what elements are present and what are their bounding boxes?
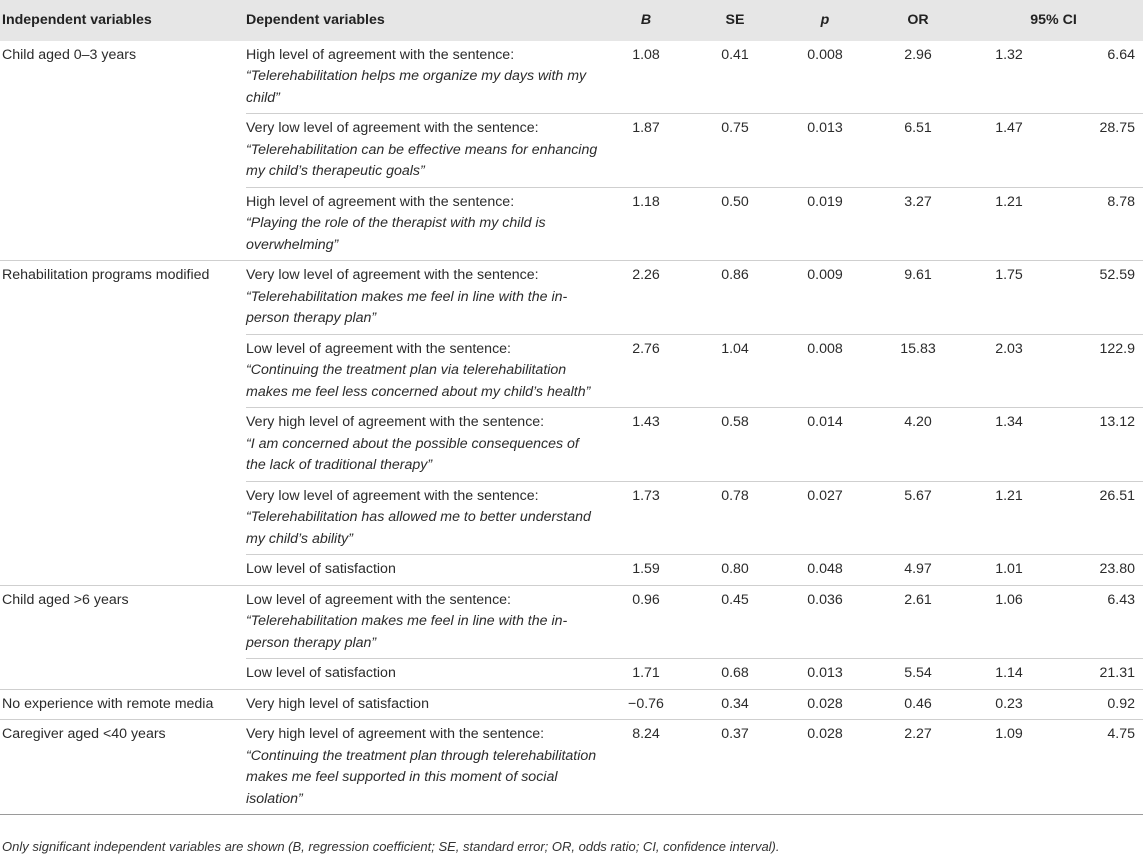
header-ci: 95% CI [1030, 12, 1077, 28]
cell-or: 9.61 [872, 261, 964, 335]
cell-se: 0.75 [692, 114, 778, 188]
dependent-label: High level of agreement with the sentence: [246, 193, 515, 210]
cell-independent-variable: No experience with remote media [0, 689, 246, 720]
dependent-quote: “Playing the role of the therapist with my child is overwhelming” [246, 215, 546, 253]
header-b: B [640, 12, 652, 28]
cell-se: 0.58 [692, 408, 778, 482]
table-row [0, 481, 1143, 555]
cell-se: 0.45 [692, 585, 778, 659]
cell-b: 8.24 [600, 720, 692, 815]
dependent-label: Low level of satisfaction [246, 561, 396, 577]
cell-dependent-variable [246, 659, 600, 690]
table-row [0, 555, 1143, 586]
dependent-quote: “Telerehabilitation makes me feel in line with the in-person therapy plan” [246, 613, 568, 651]
cell-se: 0.34 [692, 689, 778, 720]
cell-se: 0.41 [721, 46, 749, 63]
header-p: p [820, 12, 830, 28]
cell-b: 1.87 [600, 114, 692, 188]
cell-b: 1.59 [600, 555, 692, 586]
cell-ci-upper: 0.92 [1054, 689, 1143, 720]
cell-independent-variable [0, 408, 246, 482]
dependent-quote: “Telerehabilitation can be effective means for enhancing my child’s therapeutic goals” [246, 141, 598, 179]
cell-dependent-variable [246, 114, 600, 188]
cell-ci-upper: 122.9 [1054, 334, 1143, 408]
cell-independent-variable: Caregiver aged <40 years [0, 720, 246, 815]
cell-p: 0.008 [807, 46, 843, 63]
cell-b: 1.71 [600, 659, 692, 690]
dependent-label: Very high level of satisfaction [246, 695, 429, 712]
dependent-label: Very low level of agreement with the sentence: [246, 120, 539, 136]
cell-independent-variable: Rehabilitation programs modified [0, 261, 246, 335]
cell-b: 1.73 [600, 481, 692, 555]
cell-b: 1.43 [600, 408, 692, 482]
cell-ci-upper: 8.78 [1054, 187, 1143, 261]
table-row [0, 334, 1143, 408]
header-independent: Independent variables [2, 12, 152, 28]
cell-or: 0.46 [872, 689, 964, 720]
cell-dependent-variable [246, 187, 600, 261]
cell-dependent-variable [246, 689, 600, 720]
cell-ci-lower: 1.21 [964, 187, 1054, 261]
table-row [0, 41, 1143, 114]
dependent-quote: “I am concerned about the possible consequences of the lack of traditional therapy” [246, 435, 579, 473]
table-row [0, 187, 1143, 261]
cell-p: 0.014 [778, 408, 872, 482]
cell-or: 2.27 [872, 720, 964, 815]
cell-independent-variable [0, 555, 246, 586]
cell-p: 0.013 [778, 114, 872, 188]
cell-p: 0.013 [778, 659, 872, 690]
cell-dependent-variable [246, 720, 600, 815]
dependent-label: Very high level of agreement with the sentence: [246, 726, 545, 742]
cell-ci-upper: 6.43 [1054, 585, 1143, 659]
cell-ci-lower: 1.06 [964, 585, 1054, 659]
table-row [0, 114, 1143, 188]
cell-or: 15.83 [872, 334, 964, 408]
dependent-label: High level of agreement with the sentence: [246, 46, 515, 63]
cell-ci-upper: 21.31 [1054, 659, 1143, 690]
cell-se: 1.04 [692, 334, 778, 408]
cell-b: 1.08 [632, 46, 660, 63]
cell-dependent-variable [246, 555, 600, 586]
cell-ci-upper: 26.51 [1054, 481, 1143, 555]
cell-independent-variable: Child aged 0–3 years [2, 46, 137, 63]
cell-ci-lower: 1.01 [964, 555, 1054, 586]
cell-ci-lower: 1.21 [964, 481, 1054, 555]
table-row [0, 585, 1143, 659]
cell-p: 0.036 [778, 585, 872, 659]
cell-or: 3.27 [872, 187, 964, 261]
cell-ci-lower: 1.14 [964, 659, 1054, 690]
dependent-label: Low level of satisfaction [246, 665, 396, 681]
cell-p: 0.009 [778, 261, 872, 335]
cell-ci-lower: 1.09 [964, 720, 1054, 815]
cell-b: −0.76 [600, 689, 692, 720]
cell-ci-upper: 28.75 [1054, 114, 1143, 188]
cell-or: 2.96 [904, 46, 932, 63]
cell-dependent-variable [246, 408, 600, 482]
cell-p: 0.019 [778, 187, 872, 261]
cell-b: 0.96 [600, 585, 692, 659]
cell-independent-variable: Child aged >6 years [0, 585, 246, 659]
cell-p: 0.008 [778, 334, 872, 408]
cell-independent-variable [0, 334, 246, 408]
cell-ci-lower: 0.23 [964, 689, 1054, 720]
table-row [0, 689, 1143, 720]
table-footnote: Only significant independent variables are shown (B, regression coefficient; SE, standard error; OR, odds ratio; CI, confidence interval). [2, 839, 780, 854]
cell-se: 0.50 [692, 187, 778, 261]
cell-or: 4.20 [872, 408, 964, 482]
dependent-label: Very high level of agreement with the sentence: [246, 414, 545, 430]
table-row [0, 659, 1143, 690]
table-header [0, 0, 1143, 41]
table-row [0, 408, 1143, 482]
header-se: SE [725, 12, 745, 28]
dependent-quote: “Continuing the treatment plan through telerehabilitation makes me feel supported in this moment of social isolation” [246, 747, 597, 807]
cell-ci-lower: 1.32 [995, 46, 1023, 63]
cell-p: 0.028 [778, 689, 872, 720]
cell-dependent-variable [246, 41, 600, 114]
cell-p: 0.028 [778, 720, 872, 815]
cell-se: 0.68 [692, 659, 778, 690]
cell-or: 5.67 [872, 481, 964, 555]
cell-se: 0.78 [692, 481, 778, 555]
dependent-label: Very low level of agreement with the sentence: [246, 267, 539, 283]
cell-b: 1.18 [600, 187, 692, 261]
dependent-quote: “Telerehabilitation makes me feel in line with the in-person therapy plan” [246, 288, 568, 326]
cell-ci-upper: 4.75 [1054, 720, 1143, 815]
dependent-label: Very low level of agreement with the sentence: [246, 487, 539, 504]
cell-or: 2.61 [872, 585, 964, 659]
cell-or: 4.97 [872, 555, 964, 586]
table-body [0, 41, 1143, 815]
cell-b: 2.26 [600, 261, 692, 335]
cell-se: 0.80 [692, 555, 778, 586]
cell-ci-upper: 6.64 [1107, 46, 1135, 63]
dependent-quote: “Telerehabilitation helps me organize my days with my child” [246, 68, 587, 106]
cell-p: 0.048 [778, 555, 872, 586]
cell-ci-upper: 52.59 [1054, 261, 1143, 335]
cell-b: 2.76 [600, 334, 692, 408]
cell-dependent-variable [246, 585, 600, 659]
cell-dependent-variable [246, 334, 600, 408]
cell-independent-variable [0, 481, 246, 555]
header-dependent: Dependent variables [246, 12, 385, 28]
cell-or: 5.54 [872, 659, 964, 690]
dependent-label: Low level of agreement with the sentence: [246, 340, 511, 357]
cell-independent-variable [0, 114, 246, 188]
cell-p: 0.027 [778, 481, 872, 555]
cell-or: 6.51 [872, 114, 964, 188]
cell-ci-lower: 2.03 [964, 334, 1054, 408]
dependent-label: Low level of agreement with the sentence: [246, 591, 511, 608]
dependent-quote: “Continuing the treatment plan via telerehabilitation makes me feel less concerned about my child’s health” [246, 362, 591, 400]
cell-ci-lower: 1.47 [964, 114, 1054, 188]
cell-independent-variable [0, 659, 246, 690]
cell-dependent-variable [246, 261, 600, 335]
cell-ci-upper: 23.80 [1054, 555, 1143, 586]
cell-se: 0.37 [692, 720, 778, 815]
cell-dependent-variable [246, 481, 600, 555]
cell-ci-lower: 1.75 [964, 261, 1054, 335]
cell-se: 0.86 [692, 261, 778, 335]
table-row [0, 261, 1143, 335]
cell-ci-upper: 13.12 [1054, 408, 1143, 482]
table-row [0, 720, 1143, 815]
cell-independent-variable [0, 187, 246, 261]
header-or: OR [907, 12, 929, 28]
dependent-quote: “Telerehabilitation has allowed me to better understand my child’s ability” [246, 509, 591, 547]
cell-ci-lower: 1.34 [964, 408, 1054, 482]
